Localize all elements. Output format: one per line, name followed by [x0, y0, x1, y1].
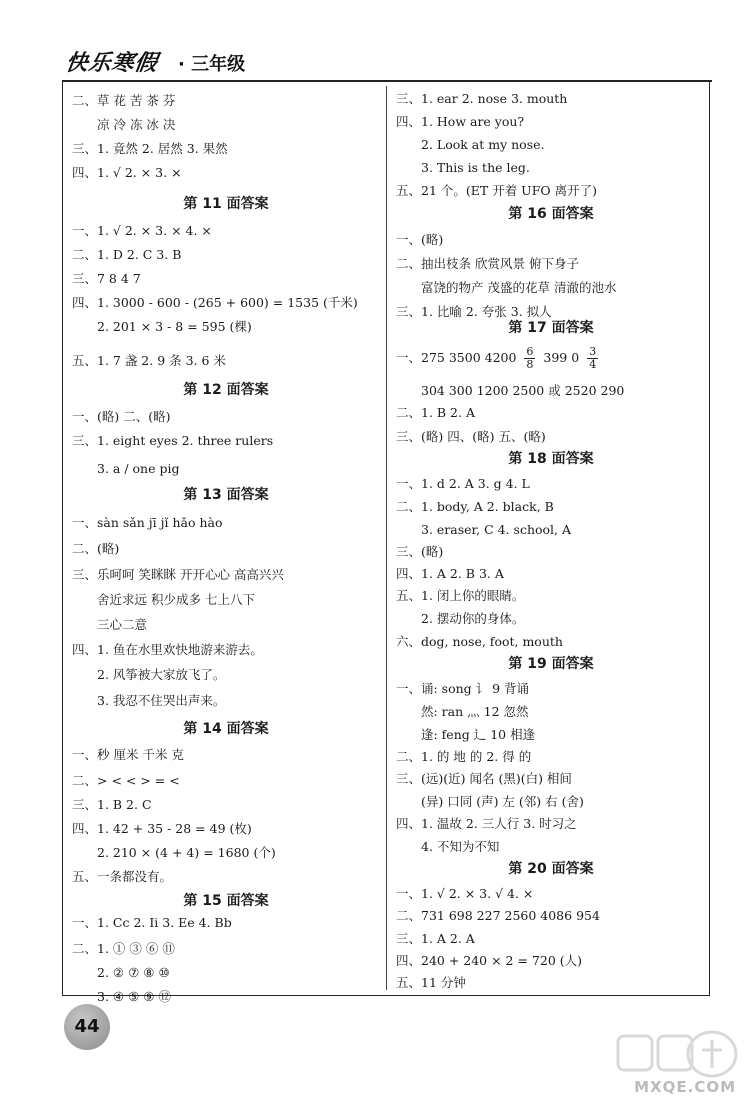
answer-line: 三、1. ear 2. nose 3. mouth [396, 91, 568, 106]
answer-line: 三、(远)(近) 闻名 (黑)(白) 相间 [396, 771, 572, 786]
answer-line: 一、(略) [396, 232, 444, 247]
answer-line: 一、1. √ 2. × 3. × 4. × [72, 223, 212, 238]
answer-line: 二、抽出枝条 欣赏风景 俯下身子 [396, 256, 579, 271]
answer-line: 二、1. ① ③ ⑥ ⑪ [72, 941, 175, 956]
answer-text: 399 0 [543, 350, 580, 365]
section-title-15: 第 15 面答案 [183, 893, 269, 909]
answer-line: 2. 210 × (4 + 4) = 1680 (个) [97, 845, 276, 860]
answer-line: 二、1. body, A 2. black, B [396, 499, 554, 514]
answer-line: 3. This is the leg. [421, 160, 530, 175]
answer-line: 2. 201 × 3 - 8 = 595 (棵) [97, 319, 252, 334]
fraction-denominator: 4 [589, 358, 597, 371]
fraction [524, 346, 535, 371]
section-title-12: 第 12 面答案 [183, 382, 269, 398]
answer-line: 4. 不知为不知 [421, 839, 500, 854]
answer-line: 三、1. 竟然 2. 居然 3. 果然 [72, 141, 228, 156]
answer-line: 五、1. 闭上你的眼睛。 [396, 588, 525, 603]
answer-line: (异) 口同 (声) 左 (邻) 右 (舍) [421, 794, 584, 809]
grade-label: · 三年级 [178, 54, 246, 75]
answer-line: 3. a / one pig [97, 461, 180, 476]
answer-line: 一、秒 厘米 千米 克 [72, 747, 184, 762]
answer-line: 三、7 8 4 7 [72, 271, 141, 286]
answer-line: 2. 风筝被大家放飞了。 [97, 667, 226, 682]
section-title-14: 第 14 面答案 [183, 721, 269, 737]
answer-line: 二、1. 的 地 的 2. 得 的 [396, 749, 532, 764]
section-title-13: 第 13 面答案 [183, 487, 269, 503]
answer-line: 舍近求远 积少成多 七上八下 [97, 592, 255, 607]
answer-line: 五、1. 7 盏 2. 9 条 3. 6 米 [72, 353, 226, 368]
answer-line: 一、sàn sǎn jī jǐ hǎo hào [72, 515, 223, 530]
answer-line: 四、240 + 240 × 2 = 720 (人) [396, 953, 583, 968]
answer-line: 四、1. How are you? [396, 114, 525, 129]
answer-line: 304 300 1200 2500 或 2520 290 [421, 383, 625, 398]
answer-line: 二、草 花 苦 茶 芬 [72, 93, 176, 108]
answer-line: 三、1. A 2. A [396, 931, 475, 946]
answer-line: 六、dog, nose, foot, mouth [396, 634, 563, 649]
brand-logo: 快乐寒假 [63, 51, 160, 76]
watermark-text: MXQE.COM [634, 1078, 736, 1096]
fraction-numerator: 3 [589, 345, 597, 358]
answer-line: 2. 摆动你的身体。 [421, 611, 525, 626]
answer-line: 2. ② ⑦ ⑧ ⑩ [97, 965, 170, 980]
section-title-19: 第 19 面答案 [508, 656, 594, 672]
answer-line: 三、1. B 2. C [72, 797, 152, 812]
fraction-numerator: 6 [526, 345, 534, 358]
answer-line: 四、1. √ 2. × 3. × [72, 165, 182, 180]
answer-line: 二、> < < > = < [72, 773, 180, 788]
section-title-18: 第 18 面答案 [508, 451, 594, 467]
answer-line: 一、1. Cc 2. Ii 3. Ee 4. Bb [72, 915, 232, 930]
page-number-badge: 44 [64, 1004, 110, 1050]
answer-line: 逢: feng 辶 10 相逢 [421, 727, 536, 742]
answer-line: 四、1. 鱼在水里欢快地游来游去。 [72, 642, 263, 657]
answer-line: 一、(略) 二、(略) [72, 409, 171, 424]
answer-line: 然: ran 灬 12 忽然 [421, 704, 529, 719]
answer-line: 三、乐呵呵 笑眯眯 开开心心 高高兴兴 [72, 567, 284, 582]
answer-line: 富饶的物产 茂盛的花草 清澈的池水 [421, 280, 617, 295]
fraction [587, 346, 598, 371]
answer-line: 五、一条都没有。 [72, 869, 173, 884]
answer-line: 3. ④ ⑤ ⑨ ⑫ [97, 989, 171, 1004]
answer-line: 一、1. d 2. A 3. g 4. L [396, 476, 530, 491]
answer-line: 四、1. A 2. B 3. A [396, 566, 504, 581]
answer-line: 二、731 698 227 2560 4086 954 [396, 908, 600, 923]
answer-line: 一、1. √ 2. × 3. √ 4. × [396, 886, 534, 901]
answer-text: 一、275 3500 4200 [396, 350, 517, 365]
answer-line [396, 346, 602, 371]
answer-line: 一、诵: song 讠 9 背诵 [396, 681, 530, 696]
answer-line: 五、21 个。(ET 开着 UFO 离开了) [396, 183, 597, 198]
answer-line: 三、(略) [396, 544, 444, 559]
fraction-denominator: 8 [526, 358, 534, 371]
section-title-17: 第 17 面答案 [508, 320, 594, 336]
answer-line: 三、1. 比喻 2. 夸张 3. 拟人 [396, 304, 552, 319]
answer-line: 三、1. eight eyes 2. three rulers [72, 433, 274, 448]
section-title-16: 第 16 面答案 [508, 206, 594, 222]
section-title-20: 第 20 面答案 [508, 861, 594, 877]
answer-line: 三、(略) 四、(略) 五、(略) [396, 429, 546, 444]
column-divider [386, 86, 387, 990]
answer-line: 二、1. B 2. A [396, 405, 475, 420]
answer-line: 3. eraser, C 4. school, A [421, 522, 572, 537]
answer-line: 四、1. 42 + 35 - 28 = 49 (枚) [72, 821, 252, 836]
section-title-11: 第 11 面答案 [183, 196, 269, 212]
answer-line: 凉 冷 冻 冰 决 [97, 117, 176, 132]
answer-line: 3. 我忍不住哭出声来。 [97, 693, 226, 708]
answer-line: 五、11 分钟 [396, 975, 466, 990]
answer-line: 二、1. D 2. C 3. B [72, 247, 182, 262]
answer-line: 二、(略) [72, 541, 120, 556]
answer-line: 四、1. 3000 - 600 - (265 + 600) = 1535 (千米) [72, 295, 358, 310]
answer-line: 四、1. 温故 2. 三人行 3. 时习之 [396, 816, 577, 831]
answer-line: 三心二意 [97, 617, 148, 632]
answer-line: 2. Look at my nose. [421, 137, 545, 152]
